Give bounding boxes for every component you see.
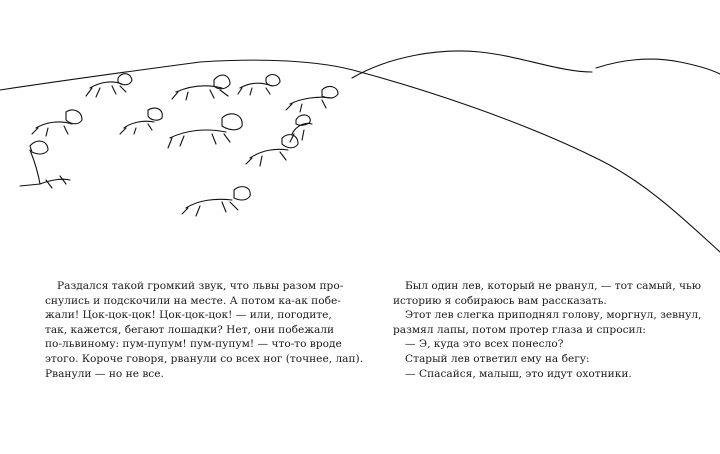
lion-sketch-7 bbox=[168, 114, 242, 148]
text-line: Был один лев, который не рванул, — тот самый, чью bbox=[405, 280, 701, 292]
lion-sketch-3 bbox=[238, 75, 280, 95]
lion-sketch-5 bbox=[32, 110, 82, 136]
text-line: — Э, куда это всех понесло? bbox=[405, 338, 564, 351]
lion-sketch-1 bbox=[86, 74, 132, 97]
lion-sketch-11 bbox=[182, 187, 250, 216]
lion-sketch-2 bbox=[172, 75, 230, 100]
text-line: Рванули — но не все. bbox=[45, 367, 164, 380]
text-line: жали! Цок-цок-цок! Цок-цок-цок! — или, погодите, bbox=[45, 309, 332, 322]
text-line: так, кажется, бегают лошадки? Нет, они побежали bbox=[45, 323, 335, 336]
lion-sketch-10 bbox=[20, 141, 70, 188]
lion-sketch-8 bbox=[290, 115, 312, 142]
lion-sketch-4 bbox=[286, 87, 338, 112]
right-page-text bbox=[393, 279, 702, 381]
middle-hill-outline bbox=[352, 51, 592, 78]
lion-sketch-9 bbox=[246, 135, 298, 166]
text-line: по-львиному: пум-пупум! пум-пупум! — что-то вроде bbox=[45, 338, 342, 351]
far-hill-outline bbox=[596, 59, 720, 74]
text-line: Этот лев слегка приподнял голову, моргнул, зевнул, bbox=[405, 309, 702, 322]
text-line: размял лапы, потом протер глаза и спросил: bbox=[393, 323, 646, 336]
left-page-text bbox=[45, 279, 364, 381]
big-hill-outline bbox=[0, 60, 720, 252]
text-line: историю я собираюсь вам рассказать. bbox=[393, 294, 607, 307]
text-line: — Спасайся, малыш, это идут охотники. bbox=[405, 367, 632, 380]
text-line: этого. Короче говоря, рванули со всех ног (точнее, лап). bbox=[45, 352, 364, 365]
text-line: Раздался такой громкий звук, что львы разом про- bbox=[57, 280, 344, 292]
text-line: Старый лев ответил ему на бегу: bbox=[405, 352, 590, 365]
text-line: снулись и подскочили на месте. А потом ка-ак побе- bbox=[45, 294, 341, 307]
lion-sketch-6 bbox=[120, 108, 162, 134]
